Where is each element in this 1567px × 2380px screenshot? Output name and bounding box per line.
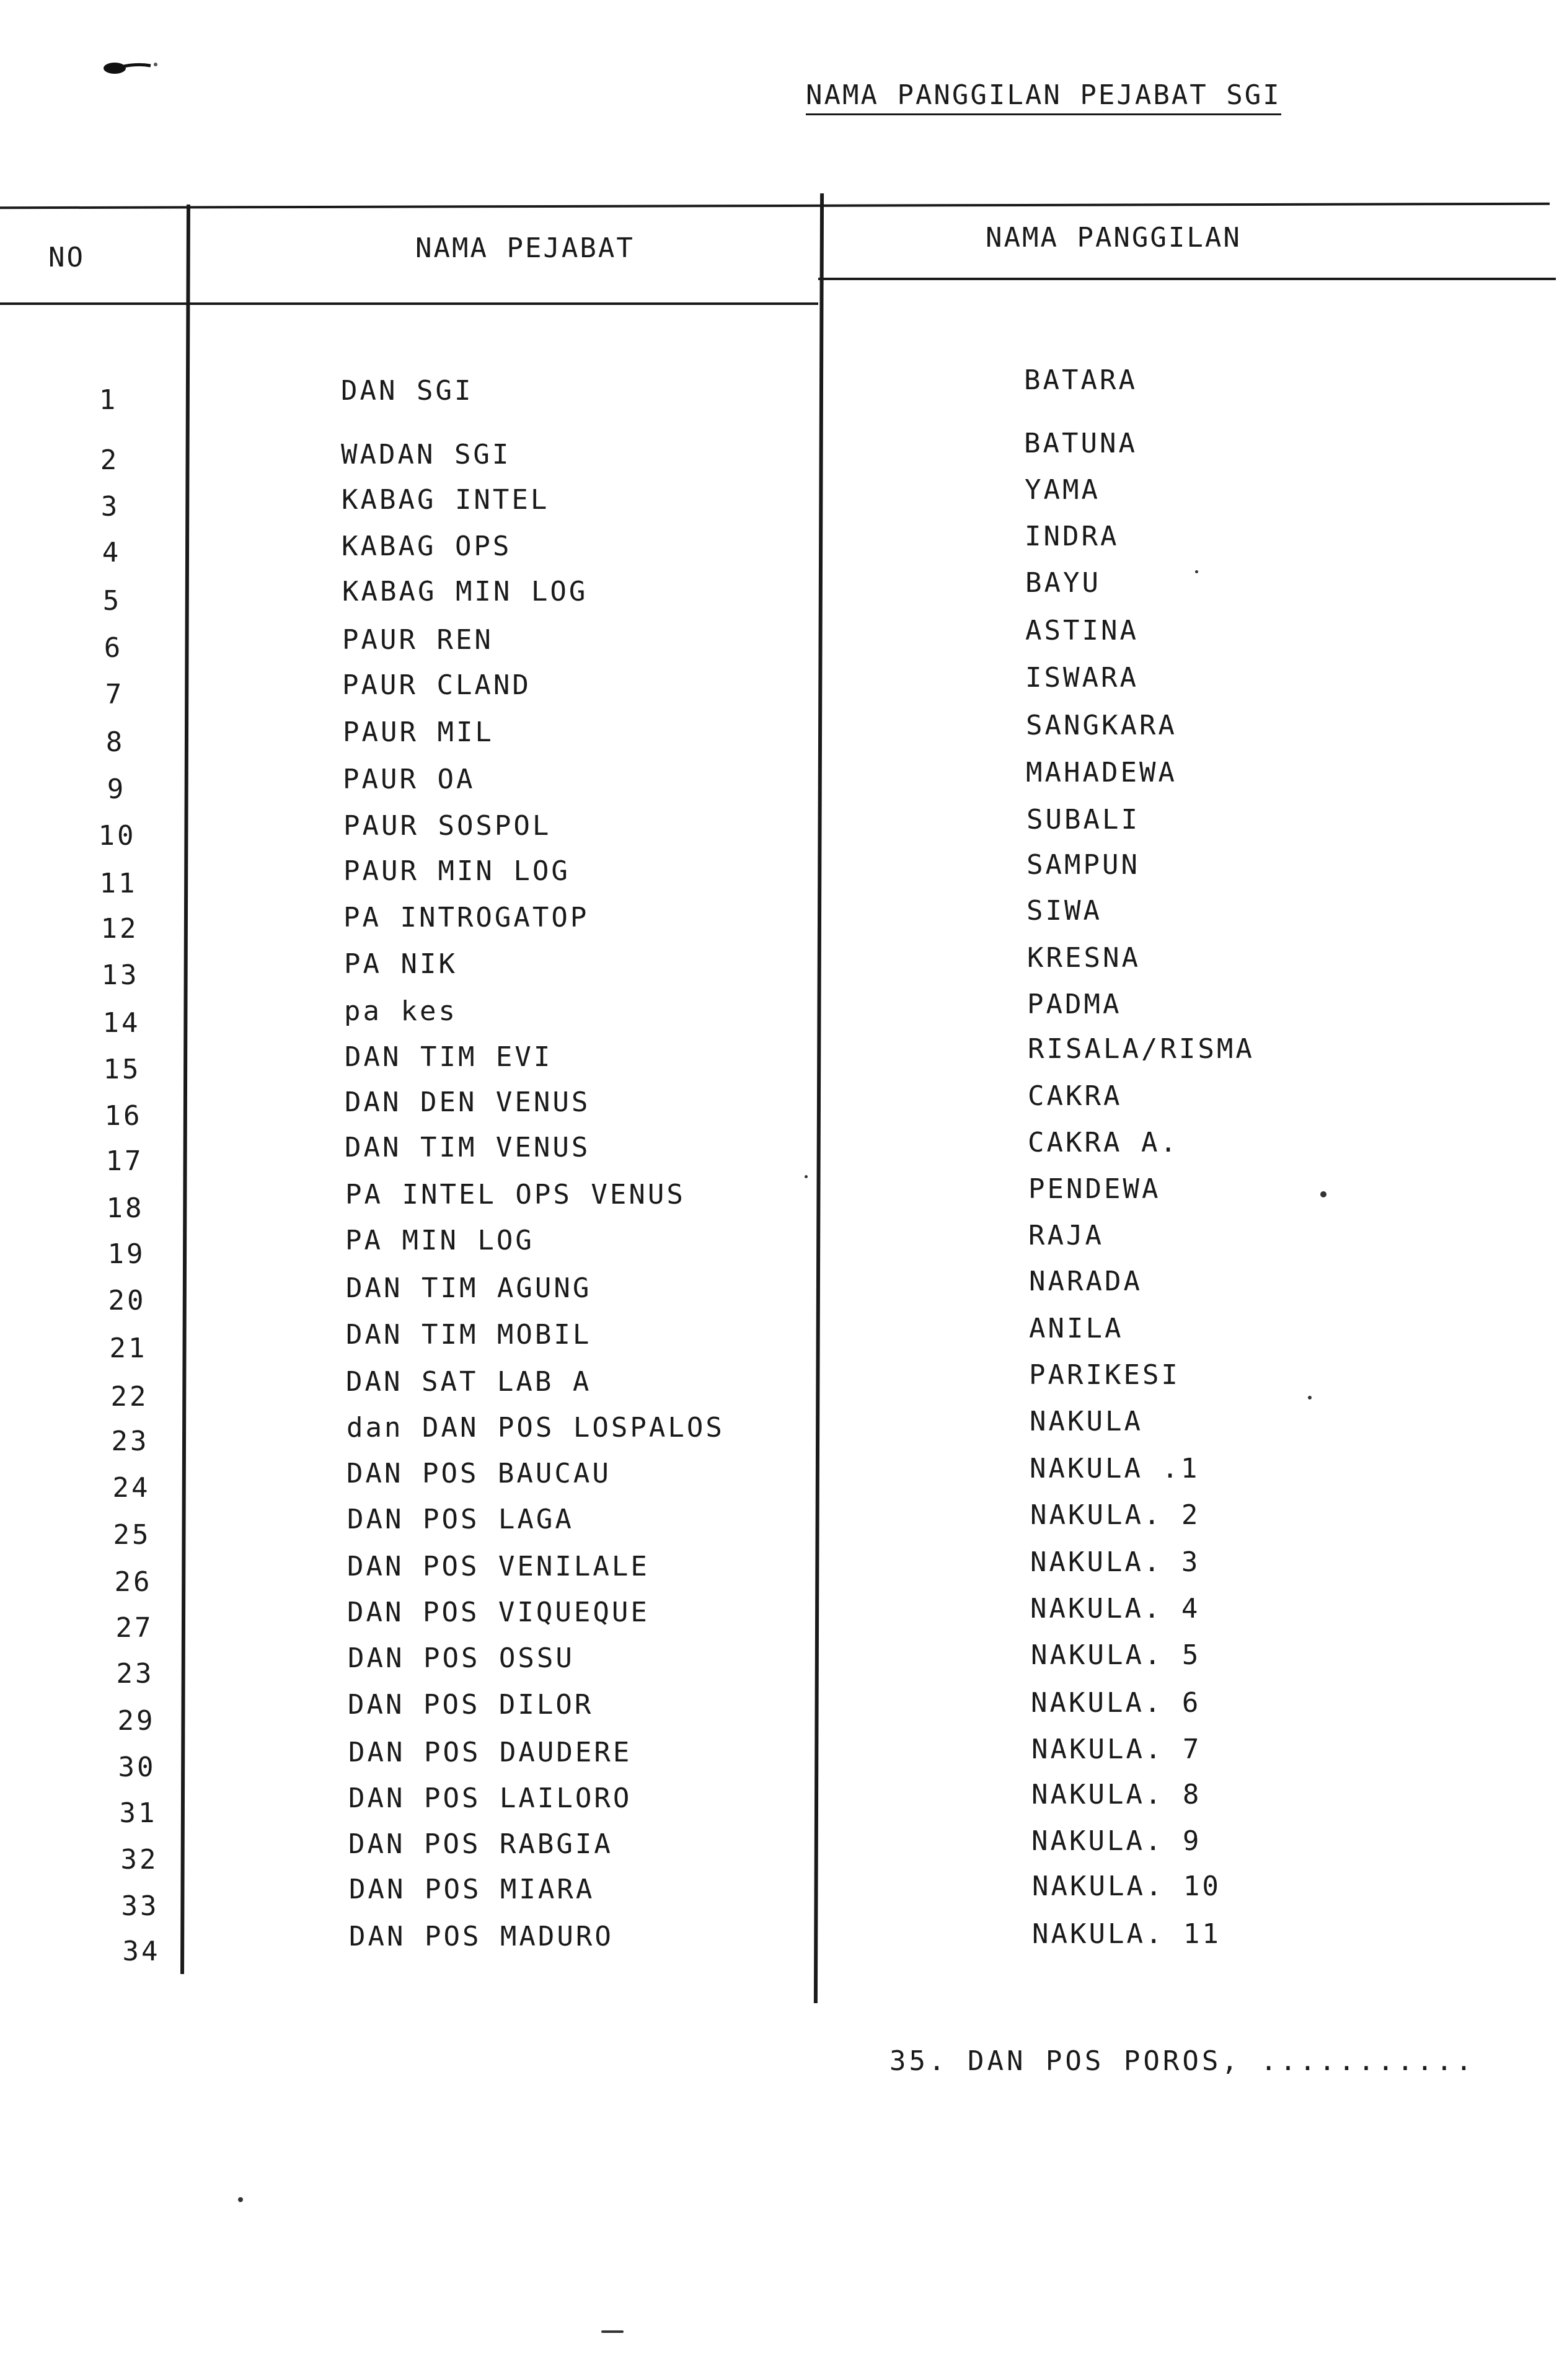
row-nama-panggilan: CAKRA [1028, 1080, 1123, 1112]
row-nama-panggilan: SANGKARA [1026, 710, 1177, 741]
row-nama-pejabat: KABAG INTEL [342, 484, 550, 516]
row-nama-pejabat: DAN TIM AGUNG [346, 1272, 592, 1304]
row-number: 12 [100, 913, 139, 945]
row-number: 34 [122, 1936, 161, 1967]
row-nama-panggilan: ASTINA [1025, 615, 1139, 646]
row-number: 29 [117, 1705, 156, 1737]
row-number: 17 [105, 1145, 144, 1177]
row-nama-panggilan: BATUNA [1024, 428, 1137, 459]
row-number: 21 [109, 1333, 148, 1364]
row-nama-pejabat: DAN POS VENILALE [347, 1551, 650, 1582]
row-number: 33 [121, 1890, 159, 1922]
row-nama-panggilan: ISWARA [1025, 662, 1139, 694]
header-bottom-rule-right [818, 278, 1556, 280]
row-nama-panggilan: NAKULA. 2 [1030, 1499, 1201, 1531]
row-nama-pejabat: KABAG MIN LOG [342, 576, 588, 607]
row-number: 4 [102, 537, 121, 568]
row-nama-pejabat: DAN SGI [341, 375, 474, 407]
row-number: 10 [98, 820, 136, 852]
row-number: 26 [114, 1566, 152, 1598]
row-nama-panggilan: NAKULA. 5 [1031, 1639, 1201, 1671]
row-nama-pejabat: PAUR SOSPOL [343, 810, 552, 842]
row-number: 30 [118, 1752, 156, 1783]
column-divider-left [180, 205, 190, 1974]
row-number: 1 [99, 384, 118, 416]
row-number: 7 [105, 679, 125, 710]
row-number: 2 [100, 444, 120, 476]
row-nama-panggilan: NAKULA. 4 [1030, 1593, 1201, 1624]
header-nama-panggilan: NAMA PANGGILAN [986, 222, 1242, 253]
row-number: 22 [110, 1381, 149, 1413]
scan-speck [1320, 1191, 1326, 1197]
row-nama-pejabat: dan DAN POS LOSPALOS [347, 1412, 725, 1443]
row-nama-pejabat: PAUR CLAND [342, 669, 531, 701]
row-nama-pejabat: DAN POS LAILORO [348, 1783, 632, 1814]
scan-speck [238, 2197, 243, 2202]
row-nama-pejabat: PAUR OA [343, 764, 475, 795]
row-nama-panggilan: SIWA [1026, 895, 1102, 927]
row-nama-pejabat: DAN POS BAUCAU [347, 1458, 611, 1489]
row-nama-pejabat: DAN TIM MOBIL [346, 1319, 592, 1351]
row-number: 24 [112, 1472, 151, 1504]
scan-speck [601, 2330, 624, 2333]
row-number: 27 [115, 1612, 154, 1644]
row-number: 6 [104, 632, 123, 664]
row-nama-panggilan: NAKULA. 9 [1031, 1825, 1202, 1857]
row-nama-pejabat: DAN DEN VENUS [345, 1086, 591, 1118]
row-nama-panggilan: PENDEWA [1028, 1173, 1161, 1205]
row-number: 14 [102, 1007, 141, 1039]
row-nama-pejabat: DAN POS VIQUEQUE [347, 1597, 650, 1628]
row-nama-pejabat: DAN POS MADURO [349, 1921, 614, 1952]
row-nama-pejabat: PA MIN LOG [345, 1225, 534, 1256]
row-nama-pejabat: DAN TIM VENUS [345, 1132, 591, 1163]
page-title: NAMA PANGGILAN PEJABAT SGI [806, 79, 1281, 115]
row-nama-panggilan: NAKULA. 8 [1031, 1779, 1202, 1810]
row-number: 13 [101, 959, 139, 991]
header-no: NO [48, 242, 85, 273]
ink-blot [102, 60, 161, 76]
row-nama-pejabat: DAN POS LAGA [347, 1504, 574, 1535]
table-top-rule [0, 203, 1550, 209]
row-number: 8 [105, 726, 125, 758]
row-nama-pejabat: DAN POS OSSU [348, 1642, 575, 1674]
header-nama-pejabat: NAMA PEJABAT [415, 232, 635, 264]
row-nama-panggilan: NAKULA. 10 [1032, 1871, 1221, 1902]
row-nama-panggilan: PARIKESI [1029, 1359, 1180, 1391]
row-nama-panggilan: NAKULA. 11 [1032, 1918, 1221, 1950]
row-nama-panggilan: MAHADEWA [1026, 757, 1177, 788]
row-nama-panggilan: BATARA [1024, 364, 1137, 396]
row-nama-pejabat: DAN POS DILOR [348, 1689, 594, 1721]
row-number: 3 [100, 491, 120, 522]
row-number: 23 [116, 1658, 154, 1690]
row-nama-pejabat: PA INTROGATOP [343, 902, 589, 933]
row-nama-panggilan: PADMA [1027, 989, 1122, 1020]
row-number: 23 [111, 1426, 149, 1457]
row-nama-pejabat: KABAG OPS [342, 531, 512, 562]
row-nama-panggilan: RAJA [1028, 1220, 1104, 1251]
row-nama-panggilan: NAKULA. 7 [1031, 1734, 1202, 1765]
continuation-note: 35. DAN POS POROS, ........... [889, 2045, 1475, 2077]
row-nama-pejabat: DAN POS RABGIA [348, 1828, 613, 1860]
row-nama-panggilan: KRESNA [1027, 942, 1141, 974]
row-nama-pejabat: DAN SAT LAB A [346, 1366, 592, 1398]
row-nama-pejabat: DAN POS MIARA [349, 1874, 595, 1905]
header-bottom-rule-left [0, 302, 818, 305]
row-number: 20 [108, 1285, 146, 1316]
row-nama-panggilan: YAMA [1025, 474, 1100, 506]
row-nama-pejabat: PA INTEL OPS VENUS [345, 1179, 686, 1210]
row-number: 18 [106, 1192, 144, 1224]
row-number: 31 [119, 1797, 157, 1829]
row-nama-pejabat: pa kes [344, 995, 457, 1027]
row-nama-panggilan: SAMPUN [1026, 849, 1140, 881]
row-nama-panggilan: NAKULA [1030, 1406, 1143, 1437]
row-nama-panggilan: NAKULA. 3 [1030, 1546, 1201, 1578]
row-nama-panggilan: BAYU [1025, 567, 1101, 599]
row-nama-panggilan: SUBALI [1026, 804, 1140, 835]
row-nama-pejabat: WADAN SGI [341, 439, 511, 470]
scan-speck [1195, 570, 1198, 573]
row-nama-pejabat: DAN TIM EVI [345, 1041, 553, 1073]
row-nama-panggilan: NARADA [1029, 1266, 1142, 1297]
scan-speck [805, 1175, 808, 1178]
scan-speck [1308, 1396, 1312, 1399]
row-nama-panggilan: CAKRA A. [1028, 1127, 1179, 1158]
row-number: 25 [113, 1519, 151, 1551]
row-nama-pejabat: PAUR REN [342, 624, 493, 656]
column-divider-right [814, 193, 824, 2003]
row-nama-pejabat: PAUR MIN LOG [343, 855, 570, 887]
row-number: 16 [104, 1100, 143, 1132]
row-nama-pejabat: PAUR MIL [343, 716, 494, 748]
row-nama-pejabat: PA NIK [344, 948, 457, 980]
row-nama-pejabat: DAN POS DAUDERE [348, 1737, 632, 1768]
row-number: 32 [120, 1844, 159, 1875]
row-nama-panggilan: NAKULA. 6 [1031, 1687, 1201, 1719]
row-nama-panggilan: RISALA/RISMA [1028, 1033, 1255, 1065]
row-nama-panggilan: ANILA [1029, 1313, 1124, 1344]
row-number: 5 [102, 585, 122, 617]
row-nama-panggilan: INDRA [1025, 521, 1119, 552]
row-number: 11 [99, 868, 138, 899]
row-number: 15 [103, 1054, 141, 1085]
row-number: 19 [107, 1238, 146, 1270]
row-number: 9 [107, 774, 126, 805]
row-nama-panggilan: NAKULA .1 [1030, 1453, 1200, 1484]
